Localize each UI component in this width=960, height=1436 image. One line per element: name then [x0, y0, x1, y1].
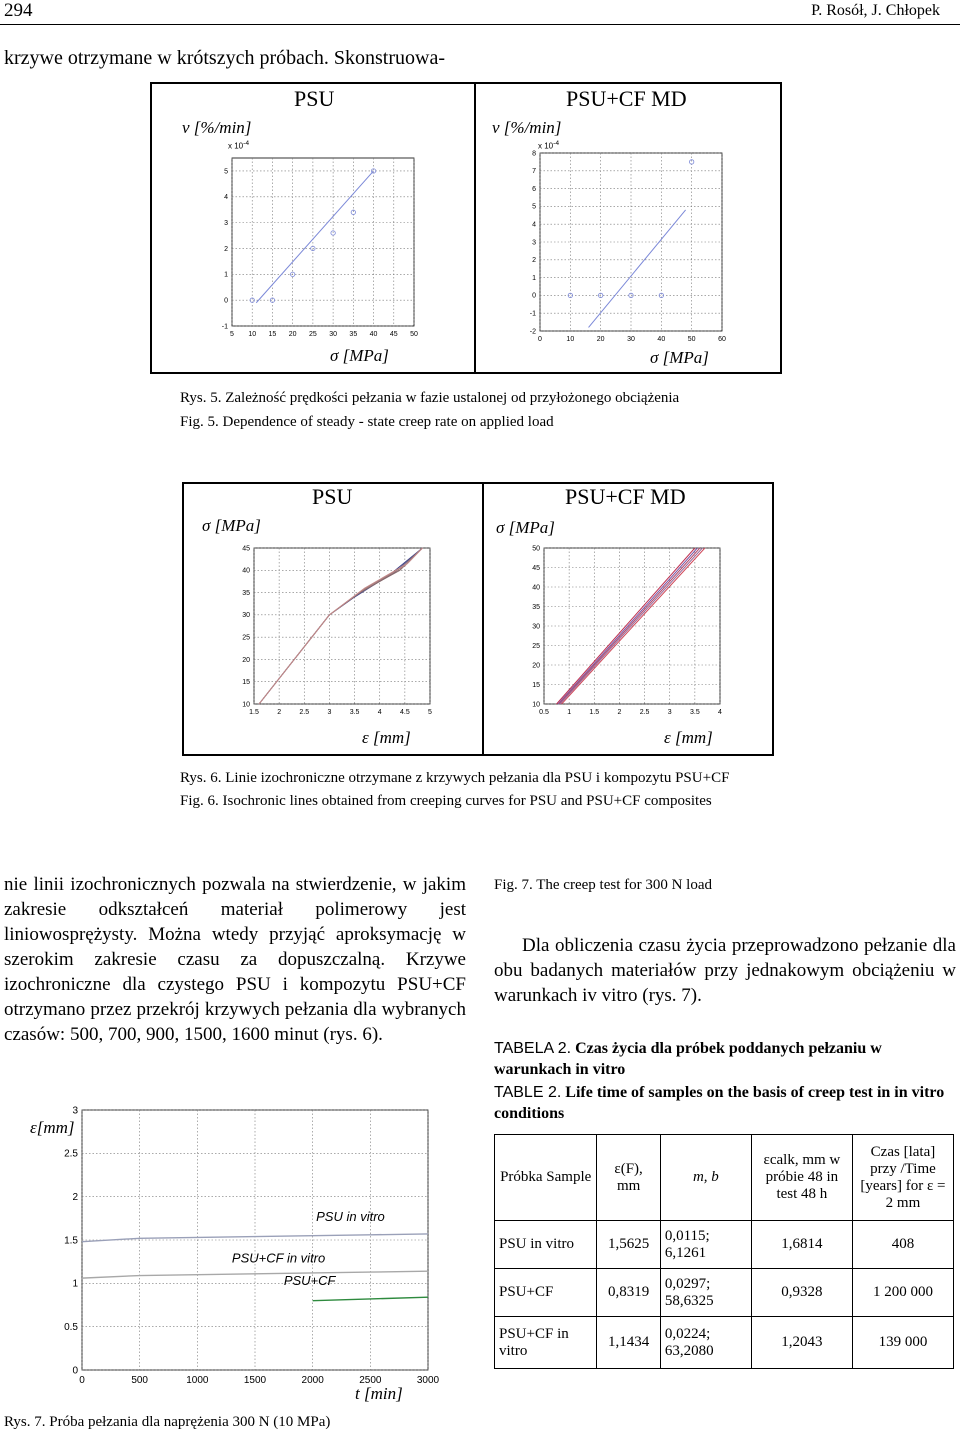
x-tick-label: 50 [410, 331, 418, 338]
cell-eps-f: 1,1434 [597, 1317, 660, 1369]
x-tick-label: 4.5 [399, 709, 410, 716]
x-tick-label: 20 [288, 331, 297, 338]
y-tick-label: 10 [242, 701, 250, 709]
intro-line: krzywe otrzymane w krótszych próbach. Skonstruowa- [4, 47, 445, 69]
th-mb: m, b [660, 1135, 751, 1221]
fig6-right-ylabel: σ [MPa] [496, 518, 555, 537]
label-psucf-in-vitro: PSU+CF in vitro [231, 1250, 326, 1266]
table-prefix-en: TABLE 2. [494, 1084, 562, 1101]
y-tick-label: 2 [72, 1192, 78, 1203]
table-title-pl-text: Czas życia dla próbek poddanych pełzaniu w warunkach in vitro [494, 1040, 882, 1078]
table-row [495, 1269, 954, 1317]
cell-eps-calk: 0,9328 [751, 1269, 852, 1317]
y-tick-label: 15 [532, 681, 540, 689]
fig7-chart [60, 1100, 440, 1390]
x-tick-label: 60 [718, 336, 726, 343]
cell-sample: PSU+CF in vitro [495, 1317, 597, 1369]
fig6-divider [482, 482, 484, 756]
x-tick-label: 10 [248, 331, 257, 338]
fig6-left-xlabel: ε [mm] [362, 728, 411, 747]
table-title-en [494, 1082, 954, 1124]
y-tick-label: 3 [72, 1105, 78, 1117]
fig5-right-exponent: x $10^{-4}$ [538, 140, 560, 151]
x-tick-label: 45 [389, 331, 398, 338]
table-title-en-text: Life time of samples on the basis of creep test in in vitro conditions [494, 1084, 945, 1122]
x-tick-label: 25 [308, 331, 317, 338]
fig7-caption-en: Fig. 7. The creep test for 300 N load [494, 877, 713, 893]
x-tick-label: 50 [687, 336, 696, 343]
y-tick-label: 3 [224, 219, 228, 227]
cell-time: 1 200 000 [852, 1269, 953, 1317]
fig5-right-ylabel: v [%/min] [492, 118, 562, 137]
y-tick-label: 1 [532, 274, 536, 282]
running-header-authors: P. Rosół, J. Chłopek [811, 2, 940, 19]
cell-eps-f: 1,5625 [597, 1221, 660, 1269]
y-tick-label: 1 [72, 1278, 78, 1290]
y-tick-label: 0 [532, 292, 536, 300]
x-tick-label: 1 [567, 709, 572, 716]
x-tick-label: 1.5 [589, 709, 600, 716]
y-tick-label: -2 [529, 328, 536, 336]
plot-area [232, 158, 414, 326]
x-tick-label: 3000 [416, 1375, 440, 1386]
fig7-xlabel: t [min] [355, 1384, 403, 1403]
x-tick-label: 2.5 [639, 709, 650, 716]
cell-eps-f: 0,8319 [597, 1269, 660, 1317]
x-tick-label: 2000 [301, 1375, 324, 1386]
cell-mb [660, 1221, 751, 1269]
life-time-table [494, 1134, 954, 1369]
cell-time: 139 000 [852, 1317, 953, 1369]
x-tick-label: 10 [566, 336, 575, 343]
x-tick-label: 3.5 [689, 709, 700, 716]
fig5-right-chart [528, 145, 728, 345]
fig5-divider [474, 82, 476, 374]
x-tick-label: 1500 [243, 1375, 267, 1386]
fig5-left-title: PSU [294, 86, 335, 111]
y-tick-label: 20 [242, 656, 250, 664]
y-tick-label: 0 [224, 297, 228, 305]
fig5-left-ylabel: v [%/min] [182, 118, 252, 137]
page-number: 294 [4, 0, 33, 21]
cell-time: 408 [852, 1221, 953, 1269]
y-tick-label: 2 [224, 245, 228, 253]
x-tick-label: 4 [377, 709, 382, 716]
y-tick-label: 2 [532, 257, 536, 265]
fit-line [256, 171, 373, 303]
cell-b: 63,2080 [664, 1342, 714, 1359]
y-tick-label: 40 [532, 584, 540, 592]
x-tick-label: 1000 [186, 1375, 209, 1386]
y-tick-label: 7 [532, 168, 536, 176]
x-tick-label: 0 [79, 1375, 85, 1386]
y-tick-label: 45 [242, 545, 250, 553]
y-tick-label: 25 [242, 634, 250, 642]
x-tick-label: 1.5 [249, 709, 259, 716]
fig6-caption-pl: Rys. 6. Linie izochroniczne otrzymane z krzywych pełzania dla PSU i kompozytu PSU+CF [180, 770, 730, 786]
y-tick-label: 1.5 [64, 1235, 78, 1247]
label-psucf: PSU+CF [283, 1273, 336, 1289]
x-tick-label: 30 [627, 336, 635, 343]
series-line [259, 548, 422, 704]
y-tick-label: 25 [532, 642, 540, 650]
x-tick-label: 2 [277, 709, 282, 716]
y-tick-label: 8 [532, 150, 536, 158]
fig7-caption-pl: Rys. 7. Próba pełzania dla naprężenia 300 N (10 MPa) [4, 1414, 331, 1430]
plot-area [254, 548, 430, 704]
x-tick-label: 3.5 [349, 709, 360, 716]
y-tick-label: 4 [532, 221, 536, 229]
x-tick-label: 500 [131, 1375, 149, 1386]
x-tick-label: 2500 [359, 1375, 382, 1386]
y-tick-label: 50 [532, 545, 540, 553]
x-tick-label: 2 [617, 709, 622, 716]
table-prefix-pl: TABELA 2. [494, 1040, 572, 1057]
fig5-left-exponent: x $10^{-4}$ [228, 140, 250, 151]
y-tick-label: 35 [532, 603, 540, 611]
cell-b: 58,6325 [664, 1292, 714, 1309]
cell-m: 0,0224; [664, 1325, 711, 1342]
x-tick-label: 2.5 [299, 709, 310, 716]
fig7-ylabel: ε[mm] [30, 1118, 75, 1137]
y-tick-label: 6 [532, 185, 536, 193]
y-tick-label: 1 [224, 271, 228, 279]
x-tick-label: 35 [349, 331, 358, 338]
x-tick-label: 5 [428, 709, 432, 716]
left-paragraph: nie linii izochronicznych pozwala na stwierdzenie, w jakim zakresie odkształceń materiał polimerowy jest liniowosprężysty. Można wtedy przyjąć aproksymację w szerokim zakresie czasu za dopuszczalną. Krzywe izochroniczne dla czystego PSU i kompozytu PSU+CF otrzymano przez przekrój krzywych pełzania dla wybranych czasów: 500, 700, 900, 1500, 1600 minut (rys. 6). [4, 874, 466, 1045]
fig6-right-title: PSU+CF MD [565, 484, 686, 509]
y-tick-label: 15 [242, 679, 250, 687]
x-tick-label: 3 [327, 709, 332, 716]
y-tick-label: 40 [242, 567, 250, 575]
fig6-right-xlabel: ε [mm] [664, 728, 713, 747]
fig6-caption-en: Fig. 6. Isochronic lines obtained from creeping curves for PSU and PSU+CF composites [180, 793, 712, 809]
fig5-right-xlabel: σ [MPa] [650, 348, 709, 367]
fig5-caption-pl: Rys. 5. Zależność prędkości pełzania w fazie ustalonej od przyłożonego obciążenia [180, 390, 680, 406]
y-tick-label: 30 [532, 623, 540, 631]
y-tick-label: 10 [532, 701, 540, 709]
fig5-left-chart [220, 150, 420, 340]
cell-m: 0,0115; [664, 1227, 710, 1244]
right-paragraph: Dla obliczenia czasu życia przeprowadzono pełzanie dla obu badanych materiałów przy jednakowym obciążeniu w warunkach iv vitro (rys. 7). [494, 935, 956, 1006]
th-eps-f: ε(F), mm [597, 1135, 660, 1221]
y-tick-label: 4 [224, 194, 228, 202]
y-tick-label: -1 [221, 323, 228, 331]
fig5-caption-en: Fig. 5. Dependence of steady - state creep rate on applied load [180, 414, 554, 430]
y-tick-label: 20 [532, 662, 540, 670]
series-line [558, 548, 697, 704]
table-row [495, 1317, 954, 1369]
y-tick-label: 45 [532, 564, 540, 572]
fig6-left-ylabel: σ [MPa] [202, 516, 261, 535]
x-tick-label: 40 [369, 331, 378, 338]
cell-m: 0,0297; [664, 1275, 711, 1292]
x-tick-label: 40 [657, 336, 666, 343]
y-tick-label: 5 [532, 203, 536, 211]
y-tick-label: 5 [224, 168, 228, 176]
th-time: Czas [lata] przy /Time [years] for ε = 2 mm [852, 1135, 953, 1221]
x-tick-label: 0 [538, 336, 542, 343]
cell-mb [660, 1269, 751, 1317]
y-tick-label: 3 [532, 239, 536, 247]
fig5-right-title: PSU+CF MD [566, 86, 687, 111]
label-psu-in-vitro: PSU in vitro [316, 1208, 385, 1224]
x-tick-label: 0.5 [539, 709, 549, 716]
x-tick-label: 30 [329, 331, 338, 338]
y-tick-label: 35 [242, 589, 250, 597]
table-title-pl [494, 1038, 954, 1080]
th-eps-calk: εcalk, mm w próbie 48 in test 48 h [751, 1135, 852, 1221]
x-tick-label: 3 [667, 709, 672, 716]
fig6-left-title: PSU [312, 484, 353, 509]
cell-eps-calk: 1,2043 [751, 1317, 852, 1369]
y-tick-label: -1 [529, 310, 536, 318]
fig5-left-xlabel: σ [MPa] [330, 346, 389, 365]
table-row [495, 1221, 954, 1269]
y-tick-label: 0.5 [64, 1322, 78, 1333]
header-rule [0, 24, 960, 25]
cell-sample: PSU in vitro [495, 1221, 597, 1269]
cell-mb [660, 1317, 751, 1369]
cell-b: 6,1261 [664, 1244, 707, 1261]
x-tick-label: 5 [230, 331, 234, 338]
fit-line [589, 210, 686, 327]
cell-sample: PSU+CF [495, 1269, 597, 1317]
fig6-right-chart [530, 544, 726, 720]
x-tick-label: 4 [718, 709, 722, 716]
y-tick-label: 2.5 [64, 1148, 78, 1160]
x-tick-label: 20 [596, 336, 605, 343]
x-tick-label: 15 [268, 331, 277, 338]
th-sample: Próbka Sample [495, 1135, 597, 1221]
y-tick-label: 30 [242, 612, 250, 620]
y-tick-label: 0 [72, 1365, 78, 1377]
fig6-left-chart [240, 544, 436, 720]
cell-eps-calk: 1,6814 [751, 1221, 852, 1269]
